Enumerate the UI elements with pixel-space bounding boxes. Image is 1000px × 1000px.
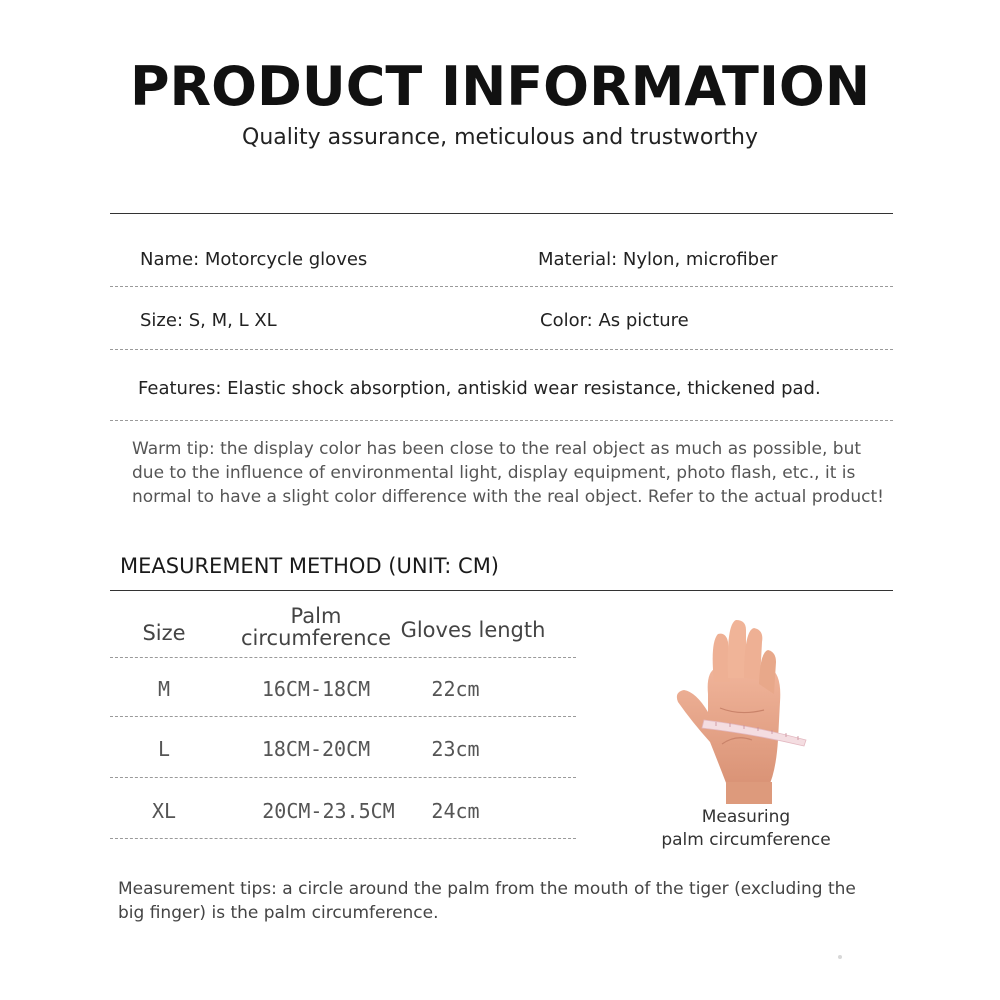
page-subtitle: Quality assurance, meticulous and trustworthy bbox=[242, 125, 758, 150]
cell-length: 23cm bbox=[431, 737, 480, 761]
measurement-tips: Measurement tips: a circle around the palm from the mouth of the tiger (excluding the big finger) is the palm circumference. bbox=[118, 879, 856, 923]
cell-size: L bbox=[157, 737, 171, 761]
cell-palm: 16CM-18CM bbox=[261, 677, 371, 701]
section-title: MEASUREMENT METHOD (UNIT: CM) bbox=[120, 554, 500, 578]
table-divider bbox=[110, 716, 576, 717]
hand-measuring-illustration bbox=[660, 612, 830, 804]
table-divider bbox=[110, 777, 576, 778]
header-divider bbox=[110, 213, 893, 214]
col-header-size: Size bbox=[142, 621, 186, 645]
info-color: Color: As picture bbox=[540, 310, 689, 331]
col-header-palm-line1: Palm bbox=[290, 604, 342, 628]
cell-length: 24cm bbox=[431, 799, 480, 823]
col-header-palm-line2: circumference bbox=[240, 626, 392, 650]
col-header-length: Gloves length bbox=[400, 618, 546, 642]
warm-tip: Warm tip: the display color has been close to the real object as much as possible, but due to the influence of environmental light, display equipment, photo flash, etc., it is normal to have a slight color difference with the real object. Refer to the actual product! bbox=[132, 439, 884, 507]
hand-caption-line1: Measuring bbox=[701, 807, 791, 827]
info-divider bbox=[110, 286, 893, 287]
info-material: Material: Nylon, microfiber bbox=[538, 249, 778, 270]
info-size: Size: S, M, L XL bbox=[140, 310, 277, 331]
cell-palm: 20CM-23.5CM bbox=[262, 799, 395, 823]
table-divider bbox=[110, 838, 576, 839]
cell-size: XL bbox=[151, 799, 177, 823]
info-name: Name: Motorcycle gloves bbox=[140, 249, 368, 270]
info-features: Features: Elastic shock absorption, antiskid wear resistance, thickened pad. bbox=[138, 378, 821, 399]
cell-length: 22cm bbox=[431, 677, 480, 701]
decorative-dot bbox=[838, 955, 842, 959]
cell-palm: 18CM-20CM bbox=[261, 737, 371, 761]
info-divider bbox=[110, 349, 893, 350]
cell-size: M bbox=[157, 677, 171, 701]
hand-caption-line2: palm circumference bbox=[661, 830, 831, 850]
section-divider bbox=[110, 590, 893, 591]
hand-caption bbox=[640, 806, 852, 852]
col-header-palm bbox=[236, 605, 396, 649]
page-title: PRODUCT INFORMATION bbox=[129, 55, 871, 118]
table-divider bbox=[110, 657, 576, 658]
info-divider bbox=[110, 420, 893, 421]
